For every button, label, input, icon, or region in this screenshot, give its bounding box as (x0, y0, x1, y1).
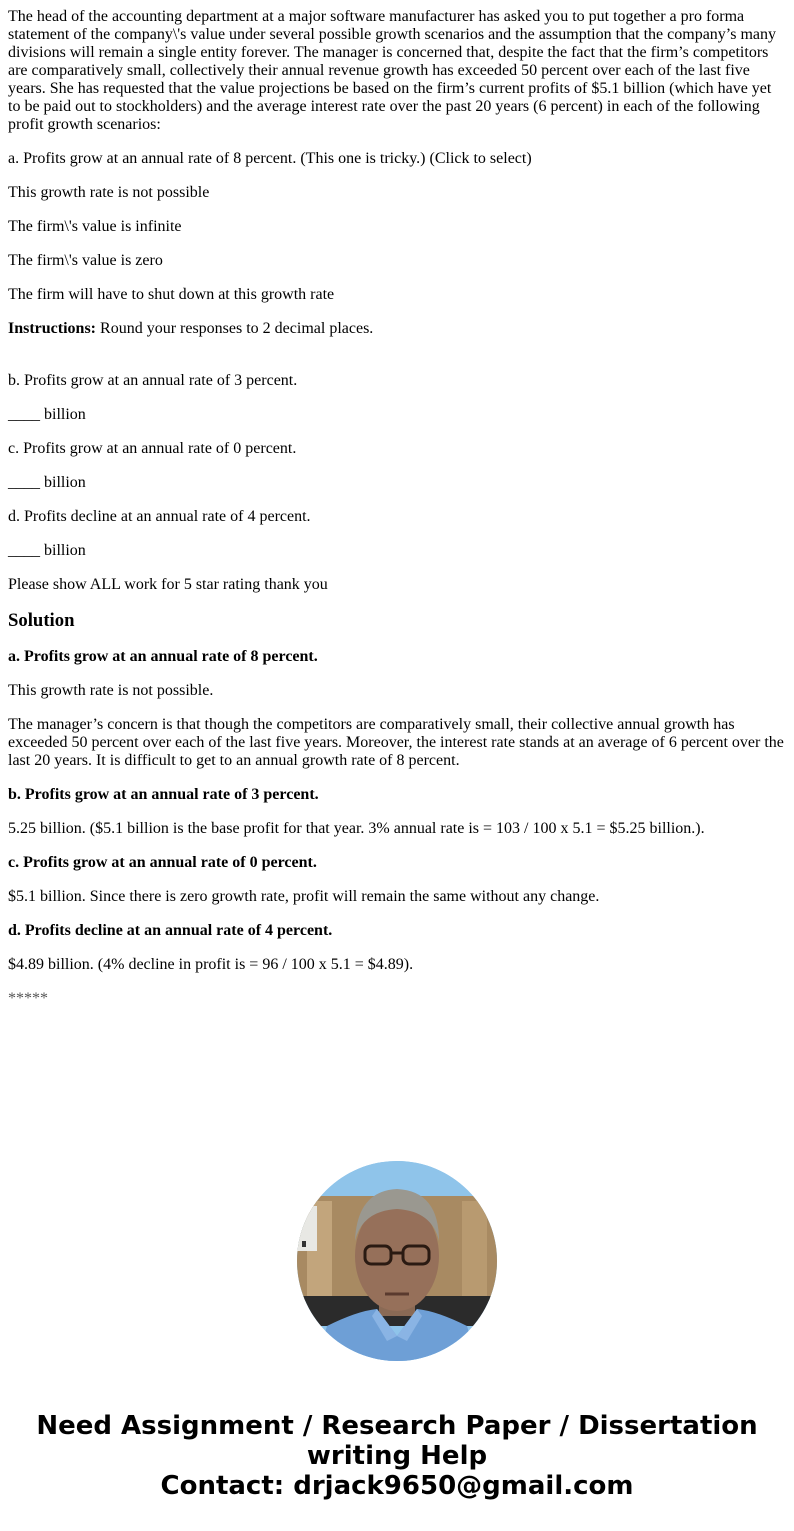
end-marker: ***** (8, 990, 48, 1007)
part-c-unit: billion (40, 474, 86, 491)
part-a-option-2[interactable]: The firm\'s value is infinite (8, 218, 182, 235)
instructions-label: Instructions: (8, 320, 97, 337)
promo-line-1: Need Assignment / Research Paper / Dissertation (36, 1411, 758, 1441)
solution-a-heading-text: a. Profits grow at an annual rate of 8 percent. (8, 648, 318, 665)
part-d-blank[interactable]: ____ (8, 542, 40, 559)
part-c-prompt: c. Profits grow at an annual rate of 0 percent. (8, 440, 297, 457)
part-b-blank[interactable]: ____ (8, 406, 40, 423)
document-body (0, 8, 794, 1008)
solution-d-heading (8, 922, 786, 940)
part-d-prompt: d. Profits decline at an annual rate of 4 percent. (8, 508, 311, 525)
part-b-prompt: b. Profits grow at an annual rate of 3 percent. (8, 372, 298, 389)
solution-d-heading-text: d. Profits decline at an annual rate of 4 percent. (8, 922, 333, 939)
part-a-prompt: a. Profits grow at an annual rate of 8 percent. (This one is tricky.) (Click to select) (8, 150, 532, 167)
question-intro: The head of the accounting department at a major software manufacturer has asked you to put together a pro forma statement of the company\'s value under several possible growth scenarios and the assumption that the company’s many divisions will remain a single entity forever. The manager is concerned that, despite the fact that the firm’s competitors are comparatively small, collectively their annual revenue growth has exceeded 50 percent over each of the last five years. She has requested that the value projections be based on the firm’s current profits of $5.1 billion (which have yet to be paid out to stockholders) and the average interest rate over the past 20 years (6 percent) in each of the following profit growth scenarios: (8, 8, 777, 133)
part-b-unit: billion (40, 406, 86, 423)
avatar (297, 1161, 497, 1361)
part-c-blank[interactable]: ____ (8, 474, 40, 491)
solution-a-heading (8, 648, 786, 666)
part-a-option-3[interactable]: The firm\'s value is zero (8, 252, 163, 269)
solution-b-heading (8, 786, 786, 804)
part-d-answer-line (8, 542, 786, 560)
promo-banner (0, 1411, 794, 1501)
part-a-option-4[interactable]: The firm will have to shut down at this growth rate (8, 286, 335, 303)
person-photo-icon (297, 1161, 497, 1361)
part-d-unit: billion (40, 542, 86, 559)
solution-b-heading-text: b. Profits grow at an annual rate of 3 percent. (8, 786, 319, 803)
promo-contact: Contact: drjack9650@gmail.com (160, 1471, 634, 1501)
instructions (8, 320, 786, 338)
solution-a-explanation: The manager’s concern is that though the competitors are comparatively small, their collective annual growth has exceeded 50 percent over each of the last five years. Moreover, the interest rate stands at an average of 6 percent over the last 20 years. It is difficult to get to an annual growth rate of 8 percent. (8, 716, 784, 769)
solution-b-answer: 5.25 billion. ($5.1 billion is the base profit for that year. 3% annual rate is = 103 / 100 x 5.1 = $5.25 billion.). (8, 820, 705, 837)
solution-heading: Solution (8, 610, 75, 631)
solution-c-heading (8, 854, 786, 872)
part-c-answer-line (8, 474, 786, 492)
closing-request: Please show ALL work for 5 star rating thank you (8, 576, 328, 593)
promo-line-2: writing Help (306, 1441, 488, 1471)
instructions-text: Round your responses to 2 decimal places. (96, 320, 374, 337)
solution-c-heading-text: c. Profits grow at an annual rate of 0 percent. (8, 854, 317, 871)
part-b-answer-line (8, 406, 786, 424)
solution-d-answer: $4.89 billion. (4% decline in profit is = 96 / 100 x 5.1 = $4.89). (8, 956, 414, 973)
part-a-option-1[interactable]: This growth rate is not possible (8, 184, 210, 201)
solution-c-answer: $5.1 billion. Since there is zero growth rate, profit will remain the same without any change. (8, 888, 600, 905)
solution-a-answer: This growth rate is not possible. (8, 682, 214, 699)
